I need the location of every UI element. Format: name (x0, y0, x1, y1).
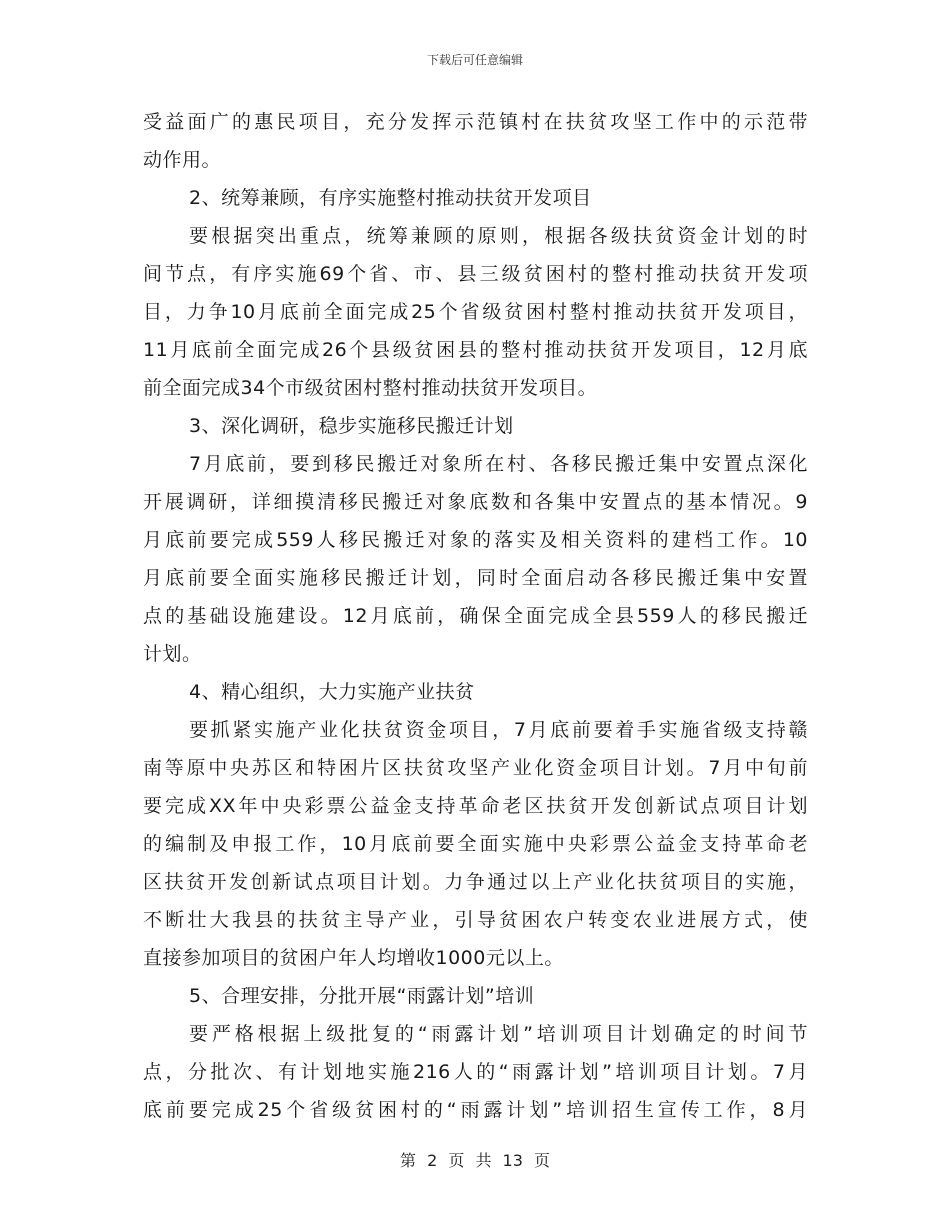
document-body (143, 103, 808, 1129)
text-line: 区扶贫开发创新试点项目计划。力争通过以上产业化扶贫项目的实施， (143, 871, 808, 893)
section-heading (143, 673, 808, 711)
text-line: 11月底前全面完成26个县级贫困县的整村推动扶贫开发项目，12月底 (143, 339, 808, 361)
text-line: 的编制及申报工作，10月底前要全面实施中央彩票公益金支持革命老 (143, 833, 808, 855)
paragraph (143, 103, 808, 179)
text-line: 底前要完成25个省级贫困村的“雨露计划”培训招生宣传工作，8月 (143, 1099, 808, 1121)
text-line: 要严格根据上级批复的“雨露计划”培训项目计划确定的时间节 (189, 1023, 808, 1045)
text-line: 要根据突出重点，统筹兼顾的原则，根据各级扶贫资金计划的时 (189, 225, 808, 247)
text-line: 目，力争10月底前全面完成25个省级贫困村整村推动扶贫开发项目， (143, 301, 808, 323)
paragraph (143, 217, 808, 407)
text-line: 2、统筹兼顾，有序实施整村推动扶贫开发项目 (189, 187, 592, 209)
section-heading (143, 407, 808, 445)
text-line: 5、合理安排，分批开展“雨露计划”培训 (189, 985, 535, 1007)
text-line: 点，分批次、有计划地实施216人的“雨露计划”培训项目计划。7月 (143, 1061, 808, 1083)
paragraph (143, 445, 808, 673)
section-heading (143, 179, 808, 217)
page-footer: 第 2 页 共 13 页 (400, 1151, 550, 1170)
text-line: 月底前要完成559人移民搬迁对象的落实及相关资料的建档工作。10 (143, 529, 808, 551)
text-line: 计划。 (143, 643, 202, 665)
paragraph (143, 1015, 808, 1129)
text-line: 前全面完成34个市级贫困村整村推动扶贫开发项目。 (143, 377, 598, 399)
text-line: 要完成XX年中央彩票公益金支持革命老区扶贫开发创新试点项目计划 (143, 795, 808, 817)
text-line: 3、深化调研，稳步实施移民搬迁计划 (189, 415, 514, 437)
text-line: 动作用。 (143, 149, 222, 171)
text-line: 7月底前，要到移民搬迁对象所在村、各移民搬迁集中安置点深化 (189, 453, 808, 475)
text-line: 点的基础设施建设。12月底前，确保全面完成全县559人的移民搬迁 (143, 605, 808, 627)
page-header: 下载后可任意编辑 (426, 53, 523, 67)
text-line: 4、精心组织，大力实施产业扶贫 (189, 681, 475, 703)
text-line: 南等原中央苏区和特困片区扶贫攻坚产业化资金项目计划。7月中旬前 (143, 757, 808, 779)
text-line: 不断壮大我县的扶贫主导产业，引导贫困农户转变农业进展方式，使 (143, 909, 808, 931)
text-line: 开展调研，详细摸清移民搬迁对象底数和各集中安置点的基本情况。9 (143, 491, 808, 513)
text-line: 直接参加项目的贫困户年人均增收1000元以上。 (143, 947, 564, 969)
text-line: 要抓紧实施产业化扶贫资金项目，7月底前要着手实施省级支持赣 (189, 719, 808, 741)
text-line: 月底前要全面实施移民搬迁计划，同时全面启动各移民搬迁集中安置 (143, 567, 808, 589)
paragraph (143, 711, 808, 977)
text-line: 受益面广的惠民项目，充分发挥示范镇村在扶贫攻坚工作中的示范带 (143, 111, 808, 133)
text-line: 间节点，有序实施69个省、市、县三级贫困村的整村推动扶贫开发项 (143, 263, 808, 285)
section-heading (143, 977, 808, 1015)
